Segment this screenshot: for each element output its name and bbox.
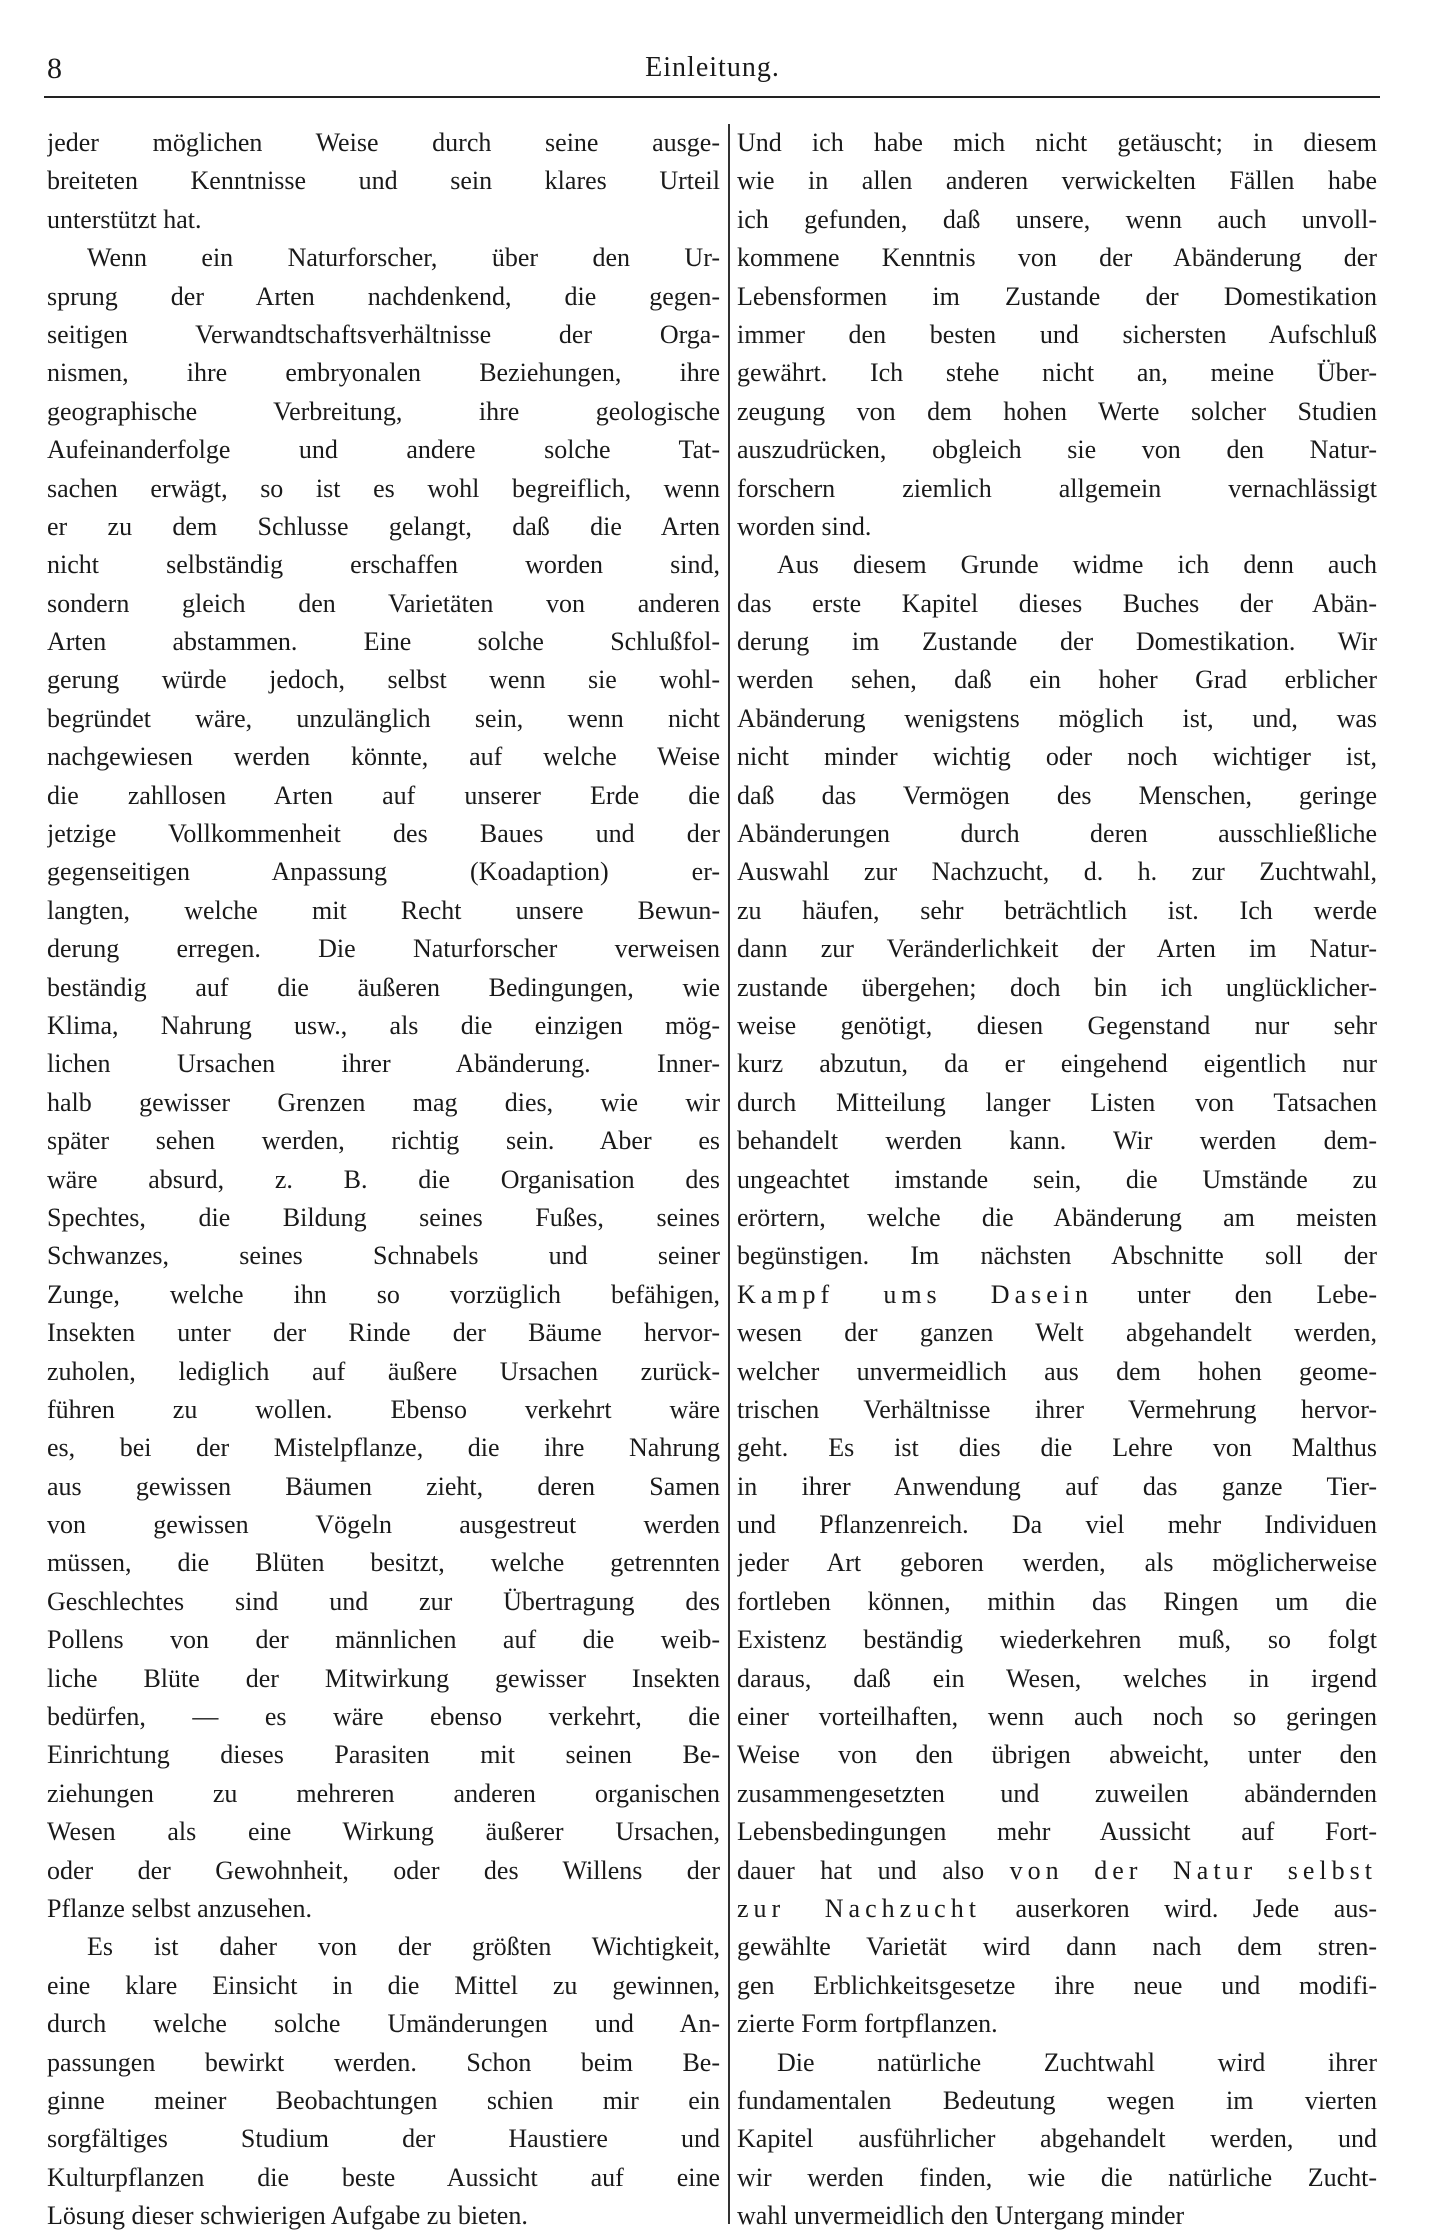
text-line: zuholen, lediglich auf äußere Ursachen zurück- [47,1356,720,1386]
text-line: Insekten unter der Rinde der Bäume hervor- [47,1318,720,1348]
text-line: seitigen Verwandtschaftsverhältnisse der Orga- [47,319,720,349]
text-line: Schwanzes, seines Schnabels und seiner [47,1241,720,1271]
text-line: Pollens von der männlichen auf die weib- [47,1625,720,1655]
text-line: Lösung dieser schwierigen Aufgabe zu bieten. [47,2201,528,2231]
text-line: müssen, die Blüten besitzt, welche getrennten [47,1548,720,1578]
text-line: die zahllosen Arten auf unserer Erde die [47,780,720,810]
text-line: Spechtes, die Bildung seines Fußes, seines [47,1202,720,1232]
text-line: sondern gleich den Varietäten von anderen [47,588,720,618]
text-line: trischen Verhältnisse ihrer Vermehrung hervor- [737,1394,1377,1424]
text-segment: dauer hat und also [737,1855,1010,1885]
text-segment: unter den Lebe- [1093,1279,1377,1309]
text-line: jetzige Vollkommenheit des Baues und der [47,819,720,849]
text-line: breiteten Kenntnisse und sein klares Urteil [47,166,720,196]
text-line: zierte Form fortpflanzen. [737,2009,998,2039]
text-line: auszudrücken, obgleich sie von den Natur- [737,435,1377,465]
text-line: Die natürliche Zuchtwahl wird ihrer [777,2047,1377,2077]
text-line: Aufeinanderfolge und andere solche Tat- [47,435,720,465]
text-line: gewährt. Ich stehe nicht an, meine Über- [737,358,1377,388]
text-line: Auswahl zur Nachzucht, d. h. zur Zuchtwahl, [737,857,1377,887]
text-line: forschern ziemlich allgemein vernachlässigt [737,473,1377,503]
text-line: gegenseitigen Anpassung (Koadaption) er- [47,857,720,887]
text-line: begründet wäre, unzulänglich sein, wenn nicht [47,703,720,733]
text-line: es, bei der Mistelpflanze, die ihre Nahrung [47,1433,720,1463]
spaced-emphasis: von der Natur selbst [1009,1855,1377,1885]
text-line: eine klare Einsicht in die Mittel zu gewinnen, [47,1970,720,2000]
text-line: durch welche solche Umänderungen und An- [47,2009,720,2039]
text-line: kommene Kenntnis von der Abänderung der [737,243,1377,273]
text-line: Klima, Nahrung usw., als die einzigen mög- [47,1010,720,1040]
text-line: weise genötigt, diesen Gegenstand nur sehr [737,1010,1377,1040]
text-segment: auserkoren wird. Jede aus- [980,1893,1377,1923]
text-line: passungen bewirkt werden. Schon beim Be- [47,2047,720,2077]
text-line: Zunge, welche ihn so vorzüglich befähigen, [47,1279,720,1309]
text-line: sachen erwägt, so ist es wohl begreiflich, wenn [47,473,720,503]
text-line: führen zu wollen. Ebenso verkehrt wäre [47,1394,720,1424]
spaced-emphasis: Kampf ums Dasein [737,1279,1094,1309]
text-line: worden sind. [737,511,872,541]
text-line: nicht minder wichtig oder noch wichtiger ist, [737,742,1377,772]
text-line: daß das Vermögen des Menschen, geringe [737,780,1377,810]
text-line: zusammengesetzten und zuweilen abändernden [737,1778,1377,1808]
text-line: er zu dem Schlusse gelangt, daß die Arten [47,511,720,541]
text-line: Geschlechtes sind und zur Übertragung des [47,1586,720,1616]
text-line: gen Erblichkeitsgesetze ihre neue und modifi- [737,1970,1377,2000]
text-line: kurz abzutun, da er eingehend eigentlich nur [737,1049,1377,1079]
text-line: derung im Zustande der Domestikation. Wir [737,627,1377,657]
text-line: aus gewissen Bäumen zieht, deren Samen [47,1471,720,1501]
text-line: Wesen als eine Wirkung äußerer Ursachen, [47,1817,720,1847]
text-line: ich gefunden, daß unsere, wenn auch unvoll- [737,204,1377,234]
text-line: bedürfen, — es wäre ebenso verkehrt, die [47,1702,720,1732]
text-line: Arten abstammen. Eine solche Schlußfol- [47,627,720,657]
text-line: erörtern, welche die Abänderung am meisten [737,1202,1377,1232]
text-line: durch Mitteilung langer Listen von Tatsachen [737,1087,1377,1117]
page-number: 8 [47,52,62,85]
text-line [737,1276,1377,1314]
text-line: Weise von den übrigen abweicht, unter den [737,1740,1377,1770]
text-line: fortleben können, mithin das Ringen um die [737,1586,1377,1616]
text-line: wie in allen anderen verwickelten Fällen habe [737,166,1377,196]
text-line: zustande übergehen; doch bin ich unglücklicher- [737,972,1377,1002]
text-line: Abänderungen durch deren ausschließliche [737,819,1377,849]
text-line: wir werden finden, wie die natürliche Zucht- [737,2162,1377,2192]
text-line: Lebensbedingungen mehr Aussicht auf Fort- [737,1817,1377,1847]
text-line [737,1852,1377,1890]
text-line [737,1890,1377,1928]
text-line: beständig auf die äußeren Bedingungen, wie [47,972,720,1002]
text-line: oder der Gewohnheit, oder des Willens der [47,1855,720,1885]
text-line: ungeachtet imstande sein, die Umstände zu [737,1164,1377,1194]
text-line: gerung würde jedoch, selbst wenn sie wohl- [47,665,720,695]
text-line: Existenz beständig wiederkehren muß, so folgt [737,1625,1377,1655]
page-header [47,52,1378,92]
text-line: daraus, daß ein Wesen, welches in irgend [737,1663,1377,1693]
text-line: geht. Es ist dies die Lehre von Malthus [737,1433,1377,1463]
text-line: Lebensformen im Zustande der Domestikation [737,281,1377,311]
text-line: Kapitel ausführlicher abgehandelt werden, und [737,2124,1377,2154]
text-line: zeugung von dem hohen Werte solcher Studien [737,396,1377,426]
text-line: dann zur Veränderlichkeit der Arten im Natur- [737,934,1377,964]
text-line: jeder Art geboren werden, als möglicherweise [737,1548,1377,1578]
text-line: ziehungen zu mehreren anderen organischen [47,1778,720,1808]
text-line: zu häufen, sehr beträchtlich ist. Ich werde [737,895,1377,925]
text-line: Wenn ein Naturforscher, über den Ur- [87,243,720,273]
text-line: das erste Kapitel dieses Buches der Abän- [737,588,1377,618]
text-line: Kulturpflanzen die beste Aussicht auf eine [47,2162,720,2192]
text-line: unterstützt hat. [47,204,202,234]
text-line: sprung der Arten nachdenkend, die gegen- [47,281,720,311]
text-line: langten, welche mit Recht unsere Bewun- [47,895,720,925]
text-line: nachgewiesen werden könnte, auf welche Weise [47,742,720,772]
text-line: gewählte Varietät wird dann nach dem stren- [737,1932,1377,1962]
text-line: liche Blüte der Mitwirkung gewisser Insekten [47,1663,720,1693]
text-line: welcher unvermeidlich aus dem hohen geome- [737,1356,1377,1386]
text-line: später sehen werden, richtig sein. Aber es [47,1126,720,1156]
text-line: Und ich habe mich nicht getäuscht; in diesem [737,128,1377,157]
text-line: werden sehen, daß ein hoher Grad erblicher [737,665,1377,695]
text-line: einer vorteilhaften, wenn auch noch so geringen [737,1702,1377,1732]
text-line: und Pflanzenreich. Da viel mehr Individuen [737,1510,1377,1540]
text-line: sorgfältiges Studium der Haustiere und [47,2124,720,2154]
text-line: nicht selbständig erschaffen worden sind, [47,550,720,580]
text-line: wäre absurd, z. B. die Organisation des [47,1164,720,1194]
text-line: Abänderung wenigstens möglich ist, und, was [737,703,1377,733]
text-line: begünstigen. Im nächsten Abschnitte soll der [737,1241,1377,1271]
text-line: halb gewisser Grenzen mag dies, wie wir [47,1087,720,1117]
header-rule [44,96,1380,98]
text-line: fundamentalen Bedeutung wegen im vierten [737,2085,1377,2115]
text-line: behandelt werden kann. Wir werden dem- [737,1126,1377,1156]
text-line: wahl unvermeidlich den Untergang minder [737,2201,1185,2231]
text-line: Pflanze selbst anzusehen. [47,1893,312,1923]
running-title: Einleitung. [645,52,780,83]
text-line: lichen Ursachen ihrer Abänderung. Inner- [47,1049,720,1079]
column-divider [728,124,730,2224]
text-line: Einrichtung dieses Parasiten mit seinen Be- [47,1740,720,1770]
right-text-column [737,124,1377,2235]
text-line: jeder möglichen Weise durch seine ausge- [47,128,720,157]
spaced-emphasis: zur Nachzucht [737,1893,981,1923]
text-line: immer den besten und sichersten Aufschluß [737,319,1377,349]
text-line: ginne meiner Beobachtungen schien mir ein [47,2085,720,2115]
text-line: nismen, ihre embryonalen Beziehungen, ihre [47,358,720,388]
text-line: geographische Verbreitung, ihre geologische [47,396,720,426]
text-line: von gewissen Vögeln ausgestreut werden [47,1510,720,1540]
text-line: Aus diesem Grunde widme ich denn auch [777,550,1377,580]
text-line: wesen der ganzen Welt abgehandelt werden, [737,1318,1377,1348]
left-text-column [47,124,720,2235]
text-line: Es ist daher von der größten Wichtigkeit, [87,1932,720,1962]
text-line: in ihrer Anwendung auf das ganze Tier- [737,1471,1377,1501]
text-line: derung erregen. Die Naturforscher verweisen [47,934,720,964]
